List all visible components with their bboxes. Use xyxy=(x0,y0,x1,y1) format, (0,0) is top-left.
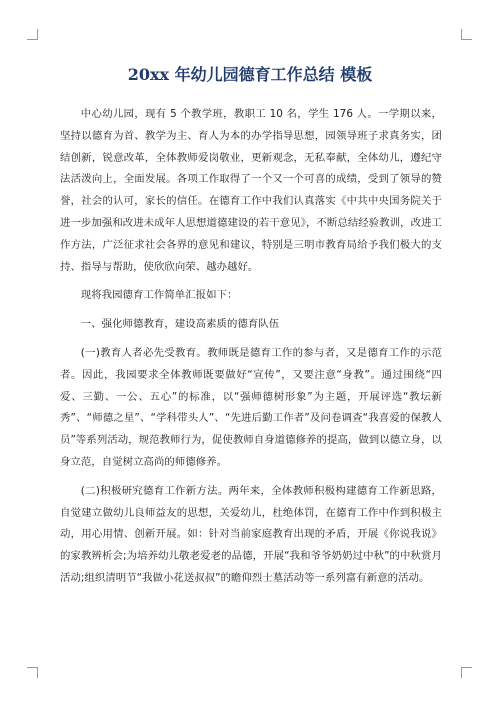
crop-mark-bottom-left xyxy=(27,667,38,678)
crop-mark-bottom-right xyxy=(461,667,472,678)
subsection-two-paragraph: (二)积极研究德育工作新方法。两年来，全体教师积极构建德育工作新思路，自觉建立做幼儿良师益友的思想，关爱幼儿，杜绝体罚，在德育工作中作到积极主动，用心用情、创新开展。如：针对当前家庭教育出现的矛盾，开展《你说我说》的家教辨析会;为培养幼儿敬老爱老的品德，开展“我和爷爷奶奶过中秋”的中秋赏月活动;组织清明节“我做小花送叔叔”的瞻仰烈士墓活动等一系列富有新意的活动。 xyxy=(60,484,442,584)
subsection-one-paragraph: (一)教育人者必先受教育。教师既是德育工作的参与者，又是德育工作的示范者。因此，我园要求全体教师既要做好“宣传”，又要注意“身教”。通过围绕“四爱、三勤、一公、五心”的标准，以“强师德树形象”为主题，开展评选“教坛新秀”、“师德之星”、“学科带头人”、“先进后勤工作者”及问卷调查“我喜爱的保教人员”等系列活动，规范教师行为，促使教师自身道德修养的提高，做到以德立身，以身立范，自觉树立高尚的师德修养。 xyxy=(60,346,442,468)
crop-mark-top-left xyxy=(27,29,38,40)
document-body xyxy=(60,104,442,590)
intro-paragraph: 中心幼儿园，现有 5 个教学班，教职工 10 名，学生 176 人。一学期以来，坚持以德育为首、教学为主、育人为本的办学指导思想，园领导班子求真务实，团结创新，锐意改革，全体教师爱岗敬业，更新观念，无私奉献，全体幼儿，遵纪守法活泼向上，全面发展。各项工作取得了一个又一个可喜的成绩，受到了领导的赞誉，社会的认可，家长的信任。在德育工作中我们认真落实《中共中央国务院关于进一步加强和改进未成年人思想道德建设的若干意见》，不断总结经验教训，改进工作方法，广泛征求社会各界的意见和建议，特别是三明市教育局给予我们极大的支持、指导与帮助，使欣欣向荣、越办越好。 xyxy=(60,108,442,273)
document-title: 20xx 年幼儿园德育工作总结 模板 xyxy=(127,65,373,84)
section-heading: 一、强化师德教育，建设高素质的德育队伍 xyxy=(80,318,280,331)
summary-lead-paragraph: 现将我园德育工作简单汇报如下： xyxy=(80,289,238,302)
crop-mark-top-right xyxy=(461,29,472,40)
